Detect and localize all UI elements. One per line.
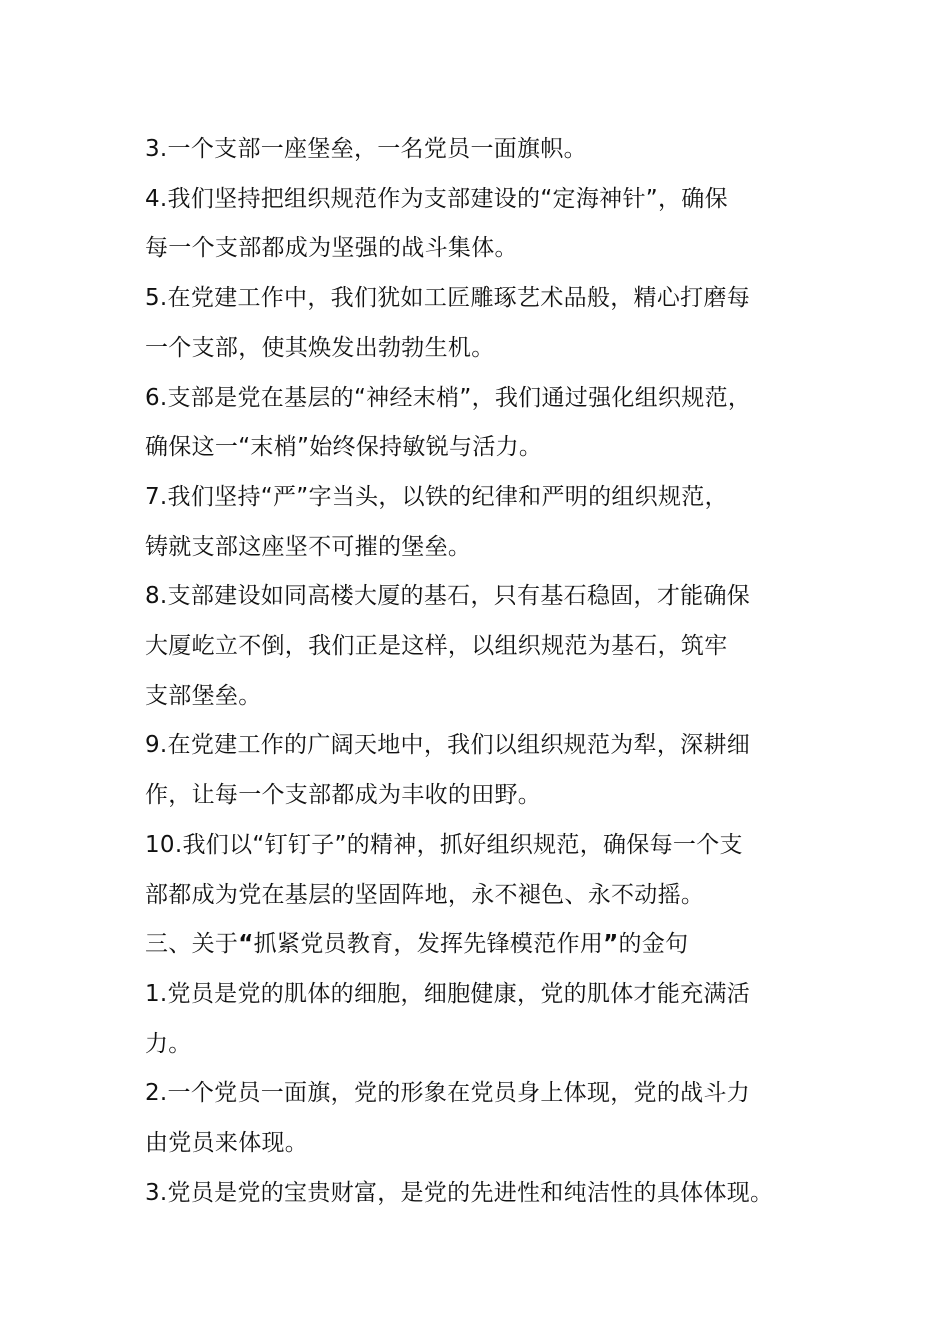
document-body <box>145 125 835 1218</box>
section-heading <box>145 920 835 970</box>
list-item-line: 10.我们以“钉钉子”的精神，抓好组织规范，确保每一个支 <box>145 831 743 858</box>
list-item <box>145 473 835 572</box>
list-item-line: 3.一个支部一座堡垒，一名党员一面旗帜。 <box>145 136 587 162</box>
list-item-line: 9.在党建工作的广阔天地中，我们以组织规范为犁，深耕细 <box>145 732 751 759</box>
list-item-line: 作，让每一个支部都成为丰收的田野。 <box>145 782 542 809</box>
list-item <box>145 175 835 274</box>
list-item <box>145 125 835 175</box>
list-item <box>145 374 835 473</box>
list-item <box>145 274 835 373</box>
list-item-line: 一个支部，使其焕发出勃勃生机。 <box>145 334 495 361</box>
list-item-line: 每一个支部都成为坚强的战斗集体。 <box>145 235 518 262</box>
list-item <box>145 970 835 1069</box>
list-item-line: 1.党员是党的肌体的细胞，细胞健康，党的肌体才能充满活 <box>145 980 751 1007</box>
list-item-line: 4.我们坚持把组织规范作为支部建设的“定海神针”，确保 <box>145 185 728 212</box>
list-item <box>145 1069 835 1168</box>
list-item-line: 5.在党建工作中，我们犹如工匠雕琢艺术品般，精心打磨每 <box>145 285 751 312</box>
list-item-line: 7.我们坚持“严”字当头，以铁的纪律和严明的组织规范， <box>145 483 728 510</box>
list-item-line: 6.支部是党在基层的“神经末梢”，我们通过强化组织规范， <box>145 384 752 411</box>
list-item-line: 3.党员是党的宝贵财富，是党的先进性和纯洁性的具体体现。 <box>145 1179 774 1206</box>
list-item <box>145 721 835 820</box>
section-heading-title: 抓紧党员教育，发挥先锋模范作用 <box>253 931 604 958</box>
list-item-line: 8.支部建设如同高楼大厦的基石，只有基石稳固，才能确保 <box>145 583 751 610</box>
list-item <box>145 572 835 721</box>
list-item-line: 确保这一“末梢”始终保持敏锐与活力。 <box>145 434 543 461</box>
list-item-line: 力。 <box>145 1030 192 1057</box>
list-item-line: 2.一个党员一面旗，党的形象在党员身上体现，党的战斗力 <box>145 1080 751 1107</box>
list-item <box>145 821 835 920</box>
section-heading-open-quote: “ <box>238 931 254 958</box>
list-item-line: 支部堡垒。 <box>145 682 262 709</box>
list-item <box>145 1169 835 1219</box>
list-item-line: 由党员来体现。 <box>145 1130 309 1157</box>
list-item-line: 大厦屹立不倒，我们正是这样，以组织规范为基石，筑牢 <box>145 633 728 660</box>
list-item-line: 部都成为党在基层的坚固阵地，永不褪色、永不动摇。 <box>145 881 705 908</box>
section-heading-suffix: 的金句 <box>618 931 689 958</box>
list-item-line: 铸就支部这座坚不可摧的堡垒。 <box>145 533 472 560</box>
section-heading-prefix: 三、关于 <box>145 931 239 958</box>
section-heading-line <box>145 920 835 970</box>
section-heading-close-quote: ” <box>603 931 619 958</box>
